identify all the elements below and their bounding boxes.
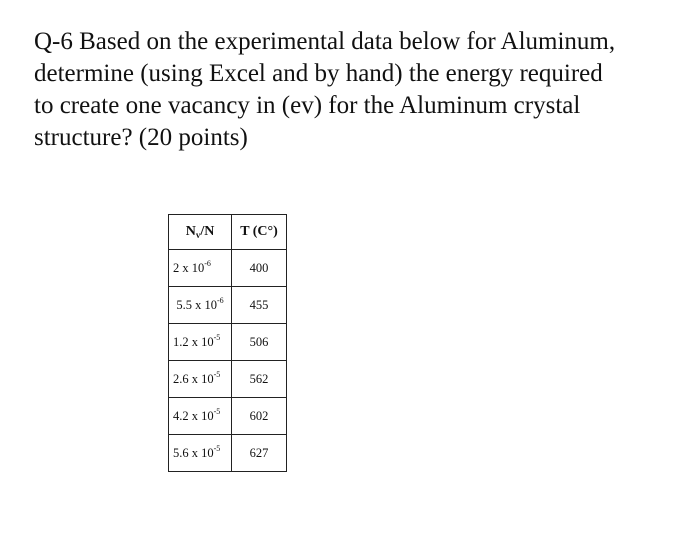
ratio-mantissa: 2.6 x 10 [173,371,214,386]
table-row [169,398,287,435]
header-ratio-tail: /N [200,224,215,239]
vacancy-data-table [168,214,287,472]
vacancy-ratio-cell [169,361,232,398]
vacancy-ratio-cell [169,324,232,361]
table-header-row [169,215,287,250]
vacancy-ratio-cell [169,250,232,287]
temperature-cell: 455 [232,287,287,324]
table-row [169,361,287,398]
ratio-exponent: -6 [216,295,224,305]
question-line: to create one vacancy in (ev) for the Aluminum crystal [34,92,581,119]
vacancy-ratio-cell [169,287,232,324]
question-line: Q-6 Based on the experimental data below for Aluminum, [34,28,616,55]
table-row [169,435,287,472]
header-temperature: T (C°) [232,215,287,250]
ratio-exponent: -5 [213,443,221,453]
temperature-cell: 562 [232,361,287,398]
ratio-exponent: -5 [213,369,221,379]
ratio-mantissa: 1.2 x 10 [173,334,214,349]
ratio-mantissa: 5.6 x 10 [173,445,214,460]
header-ratio-main: N [185,224,196,239]
temperature-cell: 506 [232,324,287,361]
question-text [34,26,684,154]
table-row [169,250,287,287]
temperature-cell: 602 [232,398,287,435]
ratio-exponent: -5 [213,406,221,416]
table-row [169,287,287,324]
header-vacancy-ratio [169,215,232,250]
temperature-cell: 400 [232,250,287,287]
ratio-mantissa: 4.2 x 10 [173,408,214,423]
header-ratio-sub: v [195,230,201,240]
table-row [169,324,287,361]
question-line: structure? (20 points) [34,124,248,151]
ratio-exponent: -6 [204,258,211,268]
ratio-exponent: -5 [213,332,221,342]
ratio-mantissa: 2 x 10 [173,260,205,275]
question-line: determine (using Excel and by hand) the energy required [34,60,603,87]
ratio-mantissa: 5.5 x 10 [176,297,217,312]
vacancy-ratio-cell [169,398,232,435]
vacancy-ratio-cell [169,435,232,472]
temperature-cell: 627 [232,435,287,472]
